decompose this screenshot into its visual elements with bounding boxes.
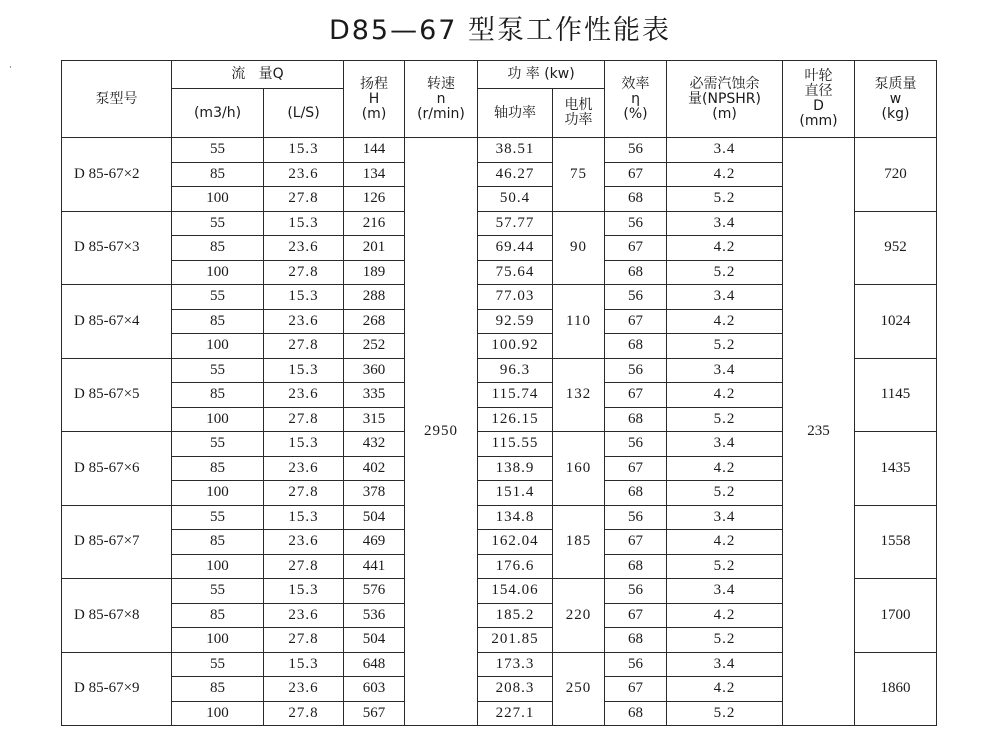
flow-ls: 15.3	[264, 579, 344, 604]
flow-ls: 27.8	[264, 260, 344, 285]
head: 335	[344, 383, 405, 408]
header-power: 功 率 (kw)	[478, 61, 605, 89]
pump-model: D 85-67×8	[62, 579, 172, 653]
efficiency: 67	[605, 309, 667, 334]
flow-m3h: 55	[172, 652, 264, 677]
head: 144	[344, 138, 405, 163]
head: 536	[344, 603, 405, 628]
flow-ls: 15.3	[264, 432, 344, 457]
flow-m3h: 85	[172, 236, 264, 261]
header-flow: 流 量Q	[172, 61, 344, 89]
head: 576	[344, 579, 405, 604]
npshr: 3.4	[667, 358, 783, 383]
npshr: 5.2	[667, 554, 783, 579]
flow-ls: 27.8	[264, 407, 344, 432]
head: 648	[344, 652, 405, 677]
flow-ls: 23.6	[264, 162, 344, 187]
npshr: 4.2	[667, 530, 783, 555]
pump-weight: 1024	[855, 285, 937, 359]
flow-m3h: 55	[172, 138, 264, 163]
flow-m3h: 85	[172, 162, 264, 187]
npshr: 3.4	[667, 138, 783, 163]
head: 268	[344, 309, 405, 334]
head: 378	[344, 481, 405, 506]
flow-m3h: 55	[172, 505, 264, 530]
npshr: 4.2	[667, 309, 783, 334]
efficiency: 68	[605, 554, 667, 579]
npshr: 3.4	[667, 432, 783, 457]
header-impeller-diameter: 叶轮 直径 D (mm)	[783, 61, 855, 138]
pump-weight: 1435	[855, 432, 937, 506]
shaft-power: 201.85	[478, 628, 553, 653]
pump-model: D 85-67×7	[62, 505, 172, 579]
flow-m3h: 55	[172, 432, 264, 457]
shaft-power: 57.77	[478, 211, 553, 236]
flow-m3h: 85	[172, 309, 264, 334]
flow-m3h: 100	[172, 628, 264, 653]
flow-m3h: 100	[172, 481, 264, 506]
motor-power: 160	[553, 432, 605, 506]
shaft-power: 69.44	[478, 236, 553, 261]
efficiency: 68	[605, 334, 667, 359]
efficiency: 56	[605, 358, 667, 383]
npshr: 3.4	[667, 652, 783, 677]
shaft-power: 208.3	[478, 677, 553, 702]
efficiency: 67	[605, 456, 667, 481]
motor-power: 110	[553, 285, 605, 359]
flow-ls: 23.6	[264, 530, 344, 555]
flow-ls: 15.3	[264, 285, 344, 310]
flow-ls: 15.3	[264, 138, 344, 163]
shaft-power: 92.59	[478, 309, 553, 334]
flow-ls: 23.6	[264, 456, 344, 481]
npshr: 5.2	[667, 481, 783, 506]
npshr: 4.2	[667, 456, 783, 481]
efficiency: 67	[605, 162, 667, 187]
flow-m3h: 85	[172, 456, 264, 481]
efficiency: 67	[605, 530, 667, 555]
head: 360	[344, 358, 405, 383]
efficiency: 67	[605, 236, 667, 261]
npshr: 4.2	[667, 162, 783, 187]
header-npshr: 必需汽蚀余 量(NPSHR) (m)	[667, 61, 783, 138]
npshr: 4.2	[667, 383, 783, 408]
npshr: 5.2	[667, 187, 783, 212]
flow-m3h: 85	[172, 677, 264, 702]
table-body	[62, 138, 937, 726]
flow-m3h: 100	[172, 701, 264, 726]
flow-ls: 23.6	[264, 383, 344, 408]
npshr: 4.2	[667, 677, 783, 702]
npshr: 5.2	[667, 701, 783, 726]
pump-model: D 85-67×5	[62, 358, 172, 432]
flow-m3h: 100	[172, 187, 264, 212]
flow-ls: 15.3	[264, 652, 344, 677]
efficiency: 56	[605, 505, 667, 530]
motor-power: 220	[553, 579, 605, 653]
flow-m3h: 100	[172, 554, 264, 579]
flow-m3h: 55	[172, 285, 264, 310]
pump-weight: 952	[855, 211, 937, 285]
efficiency: 68	[605, 407, 667, 432]
pump-model: D 85-67×4	[62, 285, 172, 359]
head: 134	[344, 162, 405, 187]
header-shaft-power: 轴功率	[478, 89, 553, 138]
flow-ls: 23.6	[264, 309, 344, 334]
header-model: 泵型号	[62, 61, 172, 138]
flow-ls: 15.3	[264, 505, 344, 530]
npshr: 3.4	[667, 285, 783, 310]
npshr: 5.2	[667, 334, 783, 359]
impeller-diameter: 235	[783, 138, 855, 726]
pump-model: D 85-67×6	[62, 432, 172, 506]
head: 567	[344, 701, 405, 726]
head: 469	[344, 530, 405, 555]
shaft-power: 176.6	[478, 554, 553, 579]
header-speed: 转速 n (r/min)	[405, 61, 478, 138]
efficiency: 56	[605, 579, 667, 604]
header-head: 扬程 H (m)	[344, 61, 405, 138]
head: 288	[344, 285, 405, 310]
flow-ls: 23.6	[264, 603, 344, 628]
efficiency: 67	[605, 383, 667, 408]
head: 252	[344, 334, 405, 359]
shaft-power: 138.9	[478, 456, 553, 481]
shaft-power: 38.51	[478, 138, 553, 163]
flow-ls: 15.3	[264, 211, 344, 236]
shaft-power: 46.27	[478, 162, 553, 187]
shaft-power: 185.2	[478, 603, 553, 628]
header-weight: 泵质量 w (kg)	[855, 61, 937, 138]
shaft-power: 77.03	[478, 285, 553, 310]
flow-ls: 27.8	[264, 554, 344, 579]
table-header	[62, 61, 937, 138]
head: 216	[344, 211, 405, 236]
motor-power: 75	[553, 138, 605, 212]
efficiency: 68	[605, 260, 667, 285]
motor-power: 90	[553, 211, 605, 285]
pump-model: D 85-67×2	[62, 138, 172, 212]
npshr: 3.4	[667, 579, 783, 604]
efficiency: 68	[605, 187, 667, 212]
header-motor-power: 电机 功率	[553, 89, 605, 138]
head: 603	[344, 677, 405, 702]
npshr: 4.2	[667, 236, 783, 261]
npshr: 5.2	[667, 407, 783, 432]
head: 315	[344, 407, 405, 432]
flow-m3h: 100	[172, 260, 264, 285]
head: 504	[344, 628, 405, 653]
rotation-speed: 2950	[405, 138, 478, 726]
shaft-power: 50.4	[478, 187, 553, 212]
flow-m3h: 85	[172, 383, 264, 408]
motor-power: 250	[553, 652, 605, 726]
efficiency: 68	[605, 481, 667, 506]
efficiency: 56	[605, 211, 667, 236]
pump-model: D 85-67×9	[62, 652, 172, 726]
head: 201	[344, 236, 405, 261]
flow-ls: 27.8	[264, 628, 344, 653]
efficiency: 67	[605, 603, 667, 628]
efficiency: 68	[605, 628, 667, 653]
pump-weight: 1145	[855, 358, 937, 432]
shaft-power: 75.64	[478, 260, 553, 285]
shaft-power: 100.92	[478, 334, 553, 359]
efficiency: 56	[605, 432, 667, 457]
flow-ls: 27.8	[264, 187, 344, 212]
pump-performance-table	[61, 60, 937, 726]
efficiency: 56	[605, 285, 667, 310]
npshr: 3.4	[667, 505, 783, 530]
motor-power: 185	[553, 505, 605, 579]
npshr: 3.4	[667, 211, 783, 236]
page-title: D85—67 型泵工作性能表	[328, 15, 672, 46]
shaft-power: 115.55	[478, 432, 553, 457]
flow-m3h: 55	[172, 579, 264, 604]
head: 432	[344, 432, 405, 457]
header-flow-ls: (L/S)	[264, 89, 344, 138]
efficiency: 68	[605, 701, 667, 726]
head: 189	[344, 260, 405, 285]
flow-m3h: 55	[172, 358, 264, 383]
header-flow-m3h: (m3/h)	[172, 89, 264, 138]
shaft-power: 151.4	[478, 481, 553, 506]
pump-weight: 1558	[855, 505, 937, 579]
pump-weight: 720	[855, 138, 937, 212]
head: 441	[344, 554, 405, 579]
flow-ls: 23.6	[264, 677, 344, 702]
flow-ls: 27.8	[264, 701, 344, 726]
efficiency: 56	[605, 652, 667, 677]
scan-speck: ·	[9, 62, 12, 72]
shaft-power: 154.06	[478, 579, 553, 604]
flow-m3h: 55	[172, 211, 264, 236]
head: 402	[344, 456, 405, 481]
shaft-power: 96.3	[478, 358, 553, 383]
head: 504	[344, 505, 405, 530]
shaft-power: 115.74	[478, 383, 553, 408]
table-row	[62, 138, 937, 163]
flow-m3h: 85	[172, 530, 264, 555]
shaft-power: 126.15	[478, 407, 553, 432]
npshr: 5.2	[667, 628, 783, 653]
header-efficiency: 效率 η (%)	[605, 61, 667, 138]
flow-ls: 27.8	[264, 334, 344, 359]
npshr: 4.2	[667, 603, 783, 628]
flow-m3h: 85	[172, 603, 264, 628]
shaft-power: 134.8	[478, 505, 553, 530]
flow-ls: 15.3	[264, 358, 344, 383]
efficiency: 56	[605, 138, 667, 163]
efficiency: 67	[605, 677, 667, 702]
npshr: 5.2	[667, 260, 783, 285]
flow-ls: 27.8	[264, 481, 344, 506]
shaft-power: 173.3	[478, 652, 553, 677]
motor-power: 132	[553, 358, 605, 432]
pump-weight: 1700	[855, 579, 937, 653]
shaft-power: 162.04	[478, 530, 553, 555]
flow-ls: 23.6	[264, 236, 344, 261]
pump-weight: 1860	[855, 652, 937, 726]
head: 126	[344, 187, 405, 212]
pump-model: D 85-67×3	[62, 211, 172, 285]
shaft-power: 227.1	[478, 701, 553, 726]
flow-m3h: 100	[172, 407, 264, 432]
flow-m3h: 100	[172, 334, 264, 359]
